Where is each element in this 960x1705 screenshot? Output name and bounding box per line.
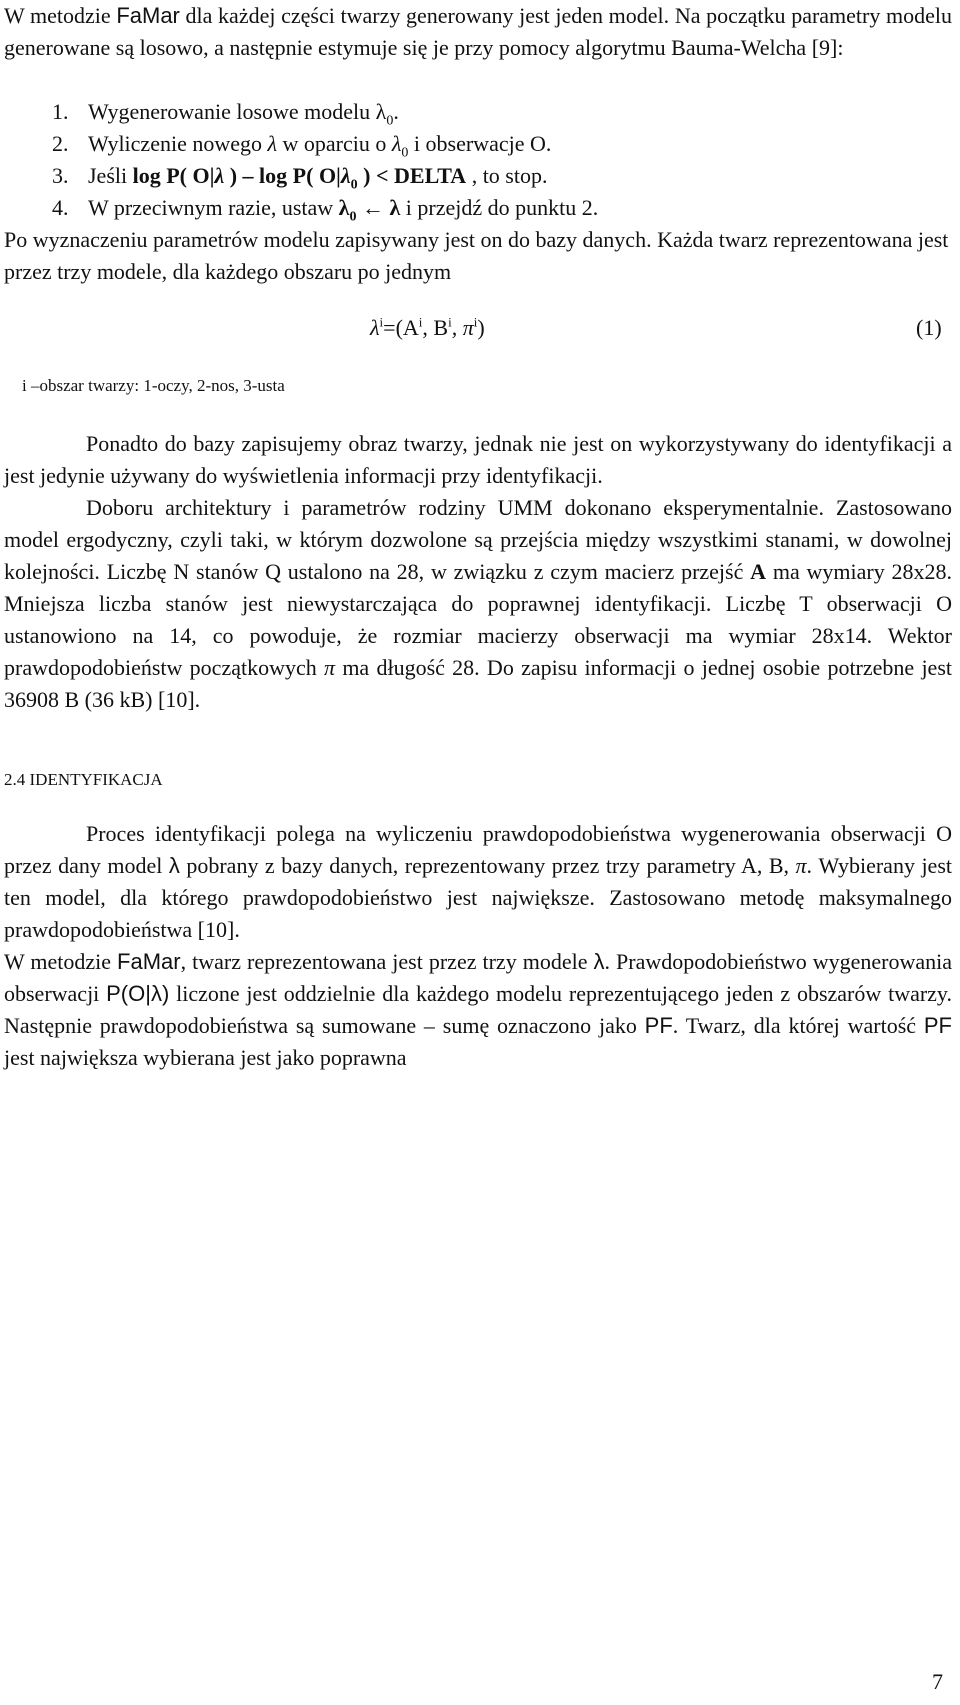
famar-paragraph: W metodzie FaMar, twarz reprezentowana jest przez trzy modele λ. Prawdopodobieństwo wygenerowania obserwacji P(O|λ) liczone jest oddzielnie dla każdego modelu reprezentującego jeden z obszarów twarzy. Następnie prawdopodobieństwa są sumowane – sumę oznaczono jako PF. Twarz, dla której wartość PF jest największa wybierana jest jako poprawna xyxy=(4,949,953,1070)
page-number: 7 xyxy=(932,1669,943,1694)
equation-number: (1) xyxy=(916,315,942,340)
intro-paragraph: W metodzie FaMar dla każdej części twarzy generowany jest jeden model. Na początku parametry modelu generowane są losowo, a następnie estymuje się je przy pomocy algorytmu Bauma-Welcha [9]: xyxy=(4,3,953,60)
identification-paragraph: Proces identyfikacji polega na wyliczeniu prawdopodobieństwa wygenerowania obserwacji O przez dany model λ pobrany z bazy danych, reprezentowany przez trzy parametry A, B, π. Wybierany jest ten model, dla którego prawdopodobieństwo jest największe. Zastosowano metodę maksymalnego prawdopodobieństwa [10]. xyxy=(4,821,952,942)
list-item: 2. Wyliczenie nowego λ w oparciu o $\lambda_0$ i obserwacje O. xyxy=(52,131,552,161)
equation: $\lambda^i=(A^i$, $B^i$, $\pi^i$) xyxy=(370,314,485,340)
section-heading: 2.4 IDENTYFIKACJA xyxy=(4,770,163,789)
famar-name: FaMar xyxy=(116,3,180,28)
list-item: 3. Jeśli log P( O|λ ) – log P( $O|\lambda_0$ ) < DELTA , to stop. xyxy=(52,163,548,193)
equation-note: i –obszar twarzy: 1-oczy, 2-nos, 3-usta xyxy=(22,376,285,395)
list-item: 1. Wygenerowanie losowe modelu $\lambda_0$. xyxy=(52,99,399,129)
models-paragraph: Po wyznaczeniu parametrów modelu zapisywany jest on do bazy danych. Każda twarz reprezentowana jest przez trzy modele, dla każdego obszaru po jednym xyxy=(4,227,949,284)
image-storage-paragraph: Ponadto do bazy zapisujemy obraz twarzy, jednak nie jest on wykorzystywany do identyfikacji a jest jedynie używany do wyświetlenia informacji przy identyfikacji. xyxy=(4,431,952,488)
architecture-paragraph: Doboru architektury i parametrów rodziny UMM dokonano eksperymentalnie. Zastosowano model ergodyczny, czyli taki, w którym dozwolone są przejścia między wszystkimi stanami, w dowolnej kolejności. Liczbę N stanów Q ustalono na 28, w związku z czym macierz przejść A ma wymiary 28x28. Mniejsza liczba stanów jest niewystarczająca do poprawnej identyfikacji. Liczbę T obserwacji O ustanowiono na 14, co powoduje, że rozmiar macierzy obserwacji ma wymiar 28x14. Wektor prawdopodobieństw początkowych π ma długość 28. Do zapisu informacji o jednej osobie potrzebne jest 36908 B (36 kB) [10]. xyxy=(4,495,952,712)
list-item: 4. W przeciwnym razie, ustaw $\lambda_0$ ← λ i przejdź do punktu 2. xyxy=(52,195,599,225)
